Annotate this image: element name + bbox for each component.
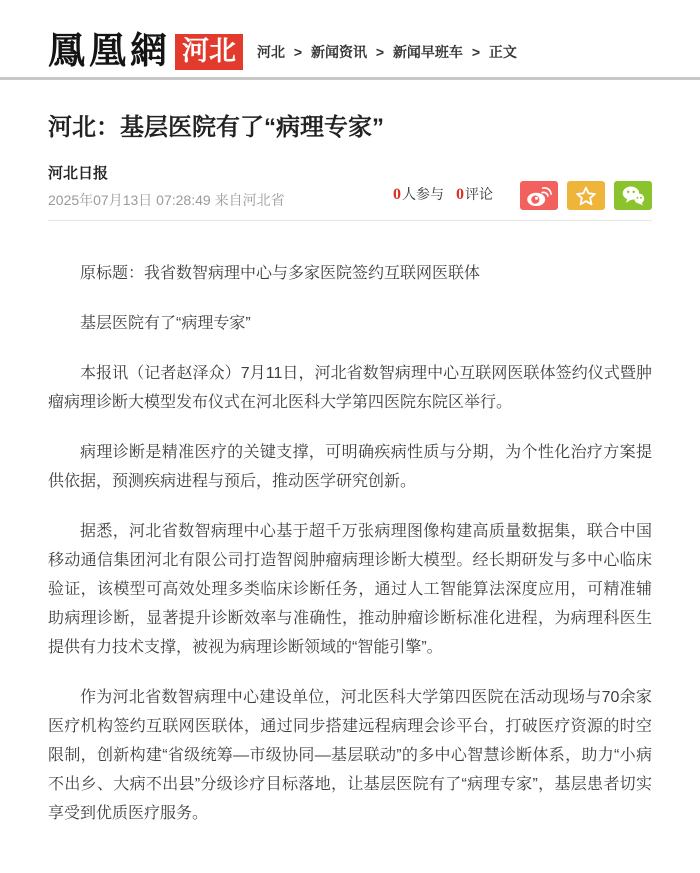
participants-link[interactable]: [393, 184, 444, 204]
comments-count: 0: [456, 186, 464, 203]
breadcrumb-separator: >: [375, 43, 385, 60]
wechat-share-button[interactable]: [614, 181, 652, 210]
article-title: 河北：基层医院有了“病理专家”: [48, 114, 384, 141]
breadcrumb: [257, 42, 517, 62]
engagement-counts: [393, 184, 493, 204]
breadcrumb-item-morning-news[interactable]: 新闻早班车: [392, 43, 463, 60]
paragraph-body-3: 作为河北省数智病理中心建设单位，河北医科大学第四医院在活动现场与70余家医疗机构签约互联网医联体，通过同步搭建远程病理会诊平台，打破医疗资源的时空限制，创新构建“省级统筹—市级协同—基层联动”的多中心智慧诊断体系，助力“小病不出乡、大病不出县”分级诊疗目标落地，让基层医院有了“病理专家”，基层患者切实享受到优质医疗服务。: [48, 689, 652, 822]
article-origin: 来自河北省: [214, 192, 285, 208]
paragraph-body-2: 据悉，河北省数智病理中心基于超千万张病理图像构建高质量数据集，联合中国移动通信集团河北有限公司打造智阅肿瘤病理诊断大模型。经长期研发与多中心临床验证，该模型可高效处理多类临床诊断任务，通过人工智能算法深度应用，可精准辅助病理诊断，显著提升诊断效率与准确性，推动肿瘤诊断标准化进程，为病理科医生提供有力技术支撑，被视为病理诊断领域的“智能引擎”。: [48, 523, 652, 656]
breadcrumb-item-hebei[interactable]: 河北: [257, 43, 285, 60]
paragraph-subtitle: 基层医院有了“病理专家”: [80, 315, 251, 332]
breadcrumb-separator: >: [293, 43, 303, 60]
article-date-line: [48, 190, 393, 210]
article-datetime: 2025年07月13日 07:28:49: [48, 192, 211, 208]
site-header: [0, 0, 700, 80]
comments-label: 评论: [465, 186, 493, 202]
breadcrumb-item-news[interactable]: 新闻资讯: [310, 43, 367, 60]
article-head: [0, 113, 700, 221]
participants-count: 0: [393, 186, 401, 203]
region-badge[interactable]: 河北: [175, 34, 243, 70]
comments-link[interactable]: [456, 184, 493, 204]
weibo-share-button[interactable]: [520, 181, 558, 210]
article-source: 河北日报: [48, 165, 109, 182]
paragraph-lead: 本报讯（记者赵泽众）7月11日，河北省数智病理中心互联网医联体签约仪式暨肿瘤病理诊断大模型发布仪式在河北医科大学第四医院东院区举行。: [48, 365, 652, 411]
wechat-icon: [621, 185, 646, 206]
article-meta-row: [48, 162, 652, 210]
site-logo[interactable]: 鳳凰網: [48, 31, 171, 72]
participants-label: 人参与: [402, 186, 444, 202]
article-body: [0, 221, 700, 873]
article-meta-left: [48, 162, 393, 210]
star-icon: [575, 185, 597, 207]
breadcrumb-item-article[interactable]: 正文: [488, 43, 517, 60]
share-bar: [511, 181, 652, 210]
weibo-icon: [526, 185, 552, 207]
favorite-button[interactable]: [567, 181, 605, 210]
breadcrumb-separator: >: [471, 43, 481, 60]
paragraph-original-title: 原标题：我省数智病理中心与多家医院签约互联网医联体: [80, 265, 481, 282]
paragraph-body-1: 病理诊断是精准医疗的关键支撑，可明确疾病性质与分期，为个性化治疗方案提供依据，预测疾病进程与预后，推动医学研究创新。: [48, 444, 652, 490]
